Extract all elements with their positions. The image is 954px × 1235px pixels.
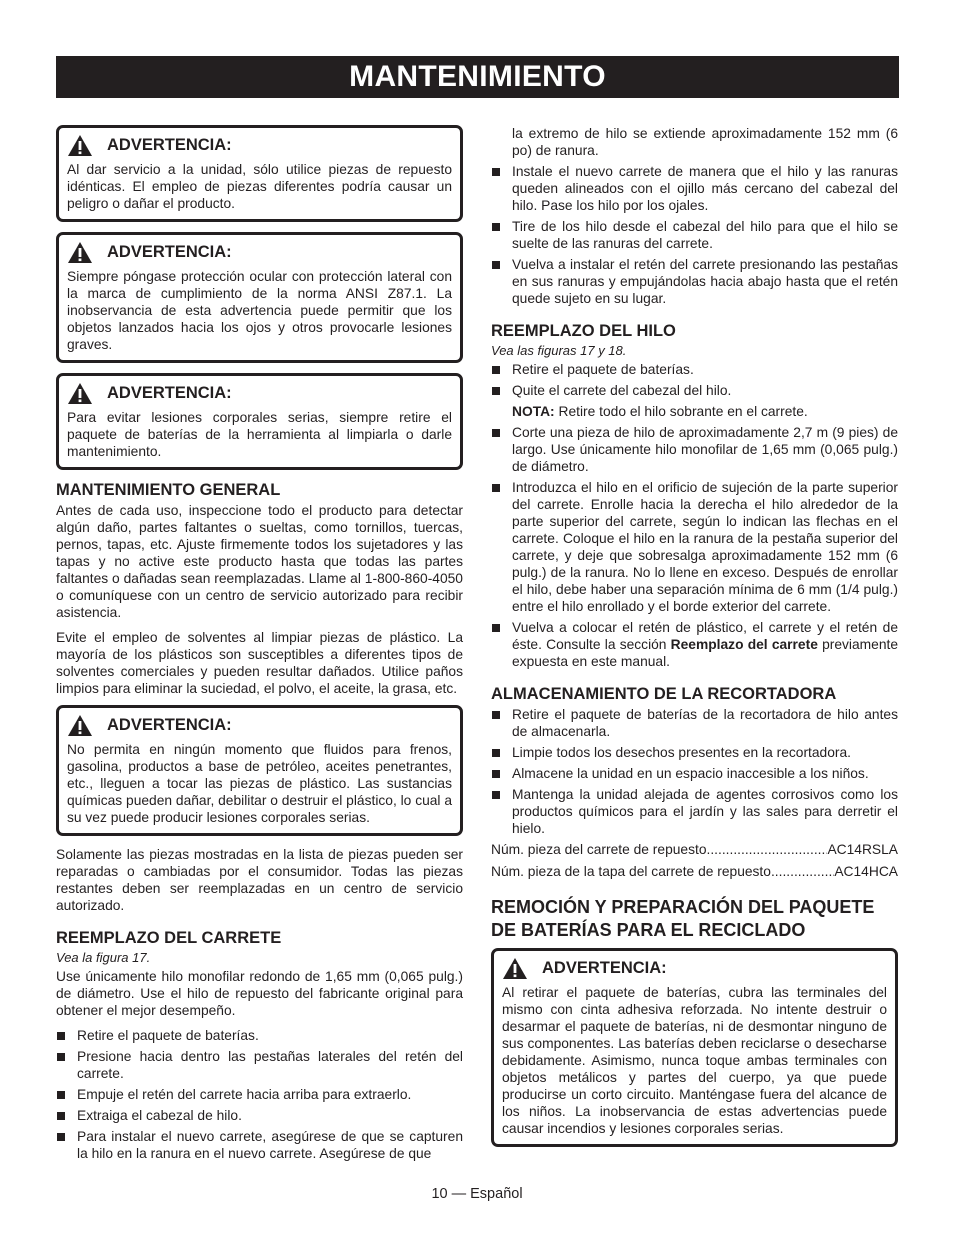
warning-triangle-icon bbox=[67, 241, 93, 264]
warning-text: Siempre póngase protección ocular con protección lateral con la marca de cumplimiento de la norma ANSI Z87.1. La inobservancia de esta advertencia puede permitir que los objetos lanzados hacia los ojos y otros provocarle lesiones graves. bbox=[67, 269, 452, 352]
warning-box bbox=[56, 373, 463, 470]
bullet-icon bbox=[492, 168, 500, 176]
warning-box bbox=[56, 232, 463, 363]
bullet-list bbox=[491, 706, 898, 837]
bullet-list bbox=[56, 1027, 463, 1162]
part-number-row: Núm. pieza del carrete de repuesto ..... AC14RSLA bbox=[491, 841, 898, 858]
list-item: Corte una pieza de hilo de aproximadamente 2,7 m (9 pies) de largo. Use únicamente hilo monofilar de 1,65 mm (0,065 pulg.) de diámetro. bbox=[491, 424, 898, 475]
note: NOTA: Retire todo el hilo sobrante en el carrete. bbox=[512, 404, 808, 419]
bullet-list bbox=[491, 424, 898, 670]
right-column bbox=[491, 125, 898, 1157]
list-item: Extraiga el cabezal de hilo. bbox=[56, 1107, 463, 1124]
bullet-icon bbox=[492, 624, 500, 632]
warning-text: Para evitar lesiones corporales serias, siempre retire el paquete de baterías de la herramienta al limpiarla o darle mantenimiento. bbox=[67, 410, 452, 459]
bullet-icon bbox=[57, 1112, 65, 1120]
list-item: Tire de los hilo desde el cabezal del hilo para que el hilo se suelte de las ranuras del carrete. bbox=[491, 218, 898, 252]
bullet-icon bbox=[492, 429, 500, 437]
section-heading-almacenamiento: ALMACENAMIENTO DE LA RECORTADORA bbox=[491, 685, 837, 703]
warning-title: ADVERTENCIA: bbox=[107, 716, 232, 734]
list-item: Vuelva a colocar el retén de plástico, el carrete y el retén de éste. Consulte la sección Reemplazo del carrete previamente expuesta en este manual. bbox=[491, 619, 898, 670]
part-number-row: Núm. pieza de la tapa del carrete de repuesto ..... AC14HCA bbox=[491, 863, 898, 880]
note-label: NOTA: bbox=[512, 404, 555, 419]
paragraph: Evite el empleo de solventes al limpiar piezas de plástico. La mayoría de los plásticos son susceptibles a diferentes tipos de solventes comerciales y pueden resultar dañados. Utilice paños limpios para eliminar la suciedad, el polvo, el aceite, la grasa, etc. bbox=[56, 630, 463, 696]
section-heading-carrete: REEMPLAZO DEL CARRETE bbox=[56, 929, 282, 947]
list-item: Introduzca el hilo en el orificio de sujeción de la parte superior del carrete. Enrolle hacia la derecha el hilo alrededor de la parte superior del carrete, según lo indican las flechas en el carrete. Coloque el hilo en la ranura de la pestaña superior del carrete, y deje que sobresalga aproximadamente 152 mm (6 pulg.) de la ranura. No lo llene en exceso. Después de enrollar el hilo, debe haber una separación mínima de 6 mm (1/4 pulg.) entre el hilo enrollado y el borde exterior del carrete. bbox=[491, 479, 898, 615]
bullet-icon bbox=[492, 711, 500, 719]
bullet-icon bbox=[492, 749, 500, 757]
left-column bbox=[56, 125, 463, 1170]
list-item: Almacene la unidad en un espacio inaccesible a los niños. bbox=[491, 765, 898, 782]
list-item: Presione hacia dentro las pestañas laterales del retén del carrete. bbox=[56, 1048, 463, 1082]
list-item: Quite el carrete del cabezal del hilo. bbox=[491, 382, 898, 399]
figure-reference: Vea las figuras 17 y 18. bbox=[491, 343, 627, 358]
bullet-icon bbox=[492, 791, 500, 799]
list-item: Retire el paquete de baterías. bbox=[491, 361, 898, 378]
list-item: Instale el nuevo carrete de manera que el hilo y las ranuras queden alineados con el ojillo más cercano del cabezal del hilo. Pase los hilo por los ojales. bbox=[491, 163, 898, 214]
warning-triangle-icon bbox=[67, 382, 93, 405]
section-heading-reciclado: REMOCIÓN Y PREPARACIÓN DEL PAQUETE DE BATERÍAS PARA EL RECICLADO bbox=[491, 897, 875, 940]
list-item: Mantenga la unidad alejada de agentes corrosivos como los productos químicos para el jardín y las sales para derretir el hielo. bbox=[491, 786, 898, 837]
list-item: Limpie todos los desechos presentes en la recortadora. bbox=[491, 744, 898, 761]
figure-reference: Vea la figura 17. bbox=[56, 950, 151, 965]
bullet-icon bbox=[57, 1133, 65, 1141]
bullet-icon bbox=[57, 1091, 65, 1099]
bullet-icon bbox=[492, 366, 500, 374]
list-item: Retire el paquete de baterías de la recortadora de hilo antes de almacenarla. bbox=[491, 706, 898, 740]
bullet-icon bbox=[492, 484, 500, 492]
bullet-icon bbox=[57, 1053, 65, 1061]
list-item: Retire el paquete de baterías. bbox=[56, 1027, 463, 1044]
bullet-icon bbox=[57, 1032, 65, 1040]
warning-title: ADVERTENCIA: bbox=[107, 384, 232, 402]
bullet-icon bbox=[492, 261, 500, 269]
warning-triangle-icon bbox=[67, 714, 93, 737]
warning-title: ADVERTENCIA: bbox=[542, 959, 667, 977]
warning-box bbox=[56, 125, 463, 222]
bullet-icon bbox=[492, 770, 500, 778]
warning-triangle-icon bbox=[502, 957, 528, 980]
warning-box bbox=[56, 705, 463, 836]
warning-box bbox=[491, 948, 898, 1147]
list-item: Para instalar el nuevo carrete, asegúrese de que se capturen la hilo en la ranura en el nuevo carrete. Asegúrese de que bbox=[56, 1128, 463, 1162]
section-heading-hilo: REEMPLAZO DEL HILO bbox=[491, 322, 676, 340]
paragraph: Solamente las piezas mostradas en la lista de piezas pueden ser reparadas o cambiadas por el consumidor. Todas las piezas restantes deben ser reemplazadas en un centro de servicio autorizado. bbox=[56, 847, 463, 913]
page-title: MANTENIMIENTO bbox=[56, 56, 899, 98]
bullet-list bbox=[491, 163, 898, 307]
warning-text: No permita en ningún momento que fluidos para frenos, gasolina, productos a base de petróleo, aceites penetrantes, etc., lleguen a tocar las piezas de plástico. Las sustancias químicas pueden dañar, debilitar o destruir el plástico, lo cual a su vez puede producir lesiones corporales serias. bbox=[67, 742, 453, 825]
warning-text: Al dar servicio a la unidad, sólo utilice piezas de repuesto idénticas. El empleo de piezas diferentes podría causar un peligro o dañar el producto. bbox=[67, 162, 452, 211]
bullet-icon bbox=[492, 387, 500, 395]
warning-title: ADVERTENCIA: bbox=[107, 136, 232, 154]
paragraph: Antes de cada uso, inspeccione todo el producto para detectar algún daño, partes faltantes o sueltas, como tornillos, tuercas, pernos, tapas, etc. Ajuste firmemente todos los sujetadores y las tapas y no active este producto hasta que todas las partes faltantes o dañadas sean reemplazadas. Llame al 1-800-860-4050 o comuníquese con un centro de servicio autorizado para recibir asistencia. bbox=[56, 503, 463, 620]
page-footer: 10 — Español bbox=[431, 1186, 523, 1202]
warning-title: ADVERTENCIA: bbox=[107, 243, 232, 261]
warning-triangle-icon bbox=[67, 134, 93, 157]
paragraph: Use únicamente hilo monofilar redondo de 1,65 mm (0,065 pulg.) de diámetro. Use el hilo de repuesto del fabricante original para obtener el mejor desempeño. bbox=[56, 969, 463, 1018]
warning-text: Al retirar el paquete de baterías, cubra las terminales del mismo con cinta adhesiva reforzada. No intente destruir o desarmar el paquete de baterías, ni de desmontar ninguno de sus componentes. Las baterías deben reciclarse o desecharse debidamente. Asimismo, nunca toque ambas terminales con objetos metálicos y partes del cuerpo, ya que puede producirse un corto circuito. Manténgase fuera del alcance de los niños. La inobservancia de estas advertencias puede causar incendios y lesiones corporales serias. bbox=[502, 985, 887, 1136]
continued-text: la extremo de hilo se extiende aproximadamente 152 mm (6 po) de ranura. bbox=[512, 126, 898, 158]
section-heading-general: MANTENIMIENTO GENERAL bbox=[56, 481, 281, 499]
list-item: Vuelva a instalar el retén del carrete presionando las pestañas en sus ranuras y empujándolas hacia abajo hasta que el retén quede sujeto en su lugar. bbox=[491, 256, 898, 307]
list-item: Empuje el retén del carrete hacia arriba para extraerlo. bbox=[56, 1086, 463, 1103]
bullet-list bbox=[491, 361, 898, 399]
bullet-icon bbox=[492, 223, 500, 231]
